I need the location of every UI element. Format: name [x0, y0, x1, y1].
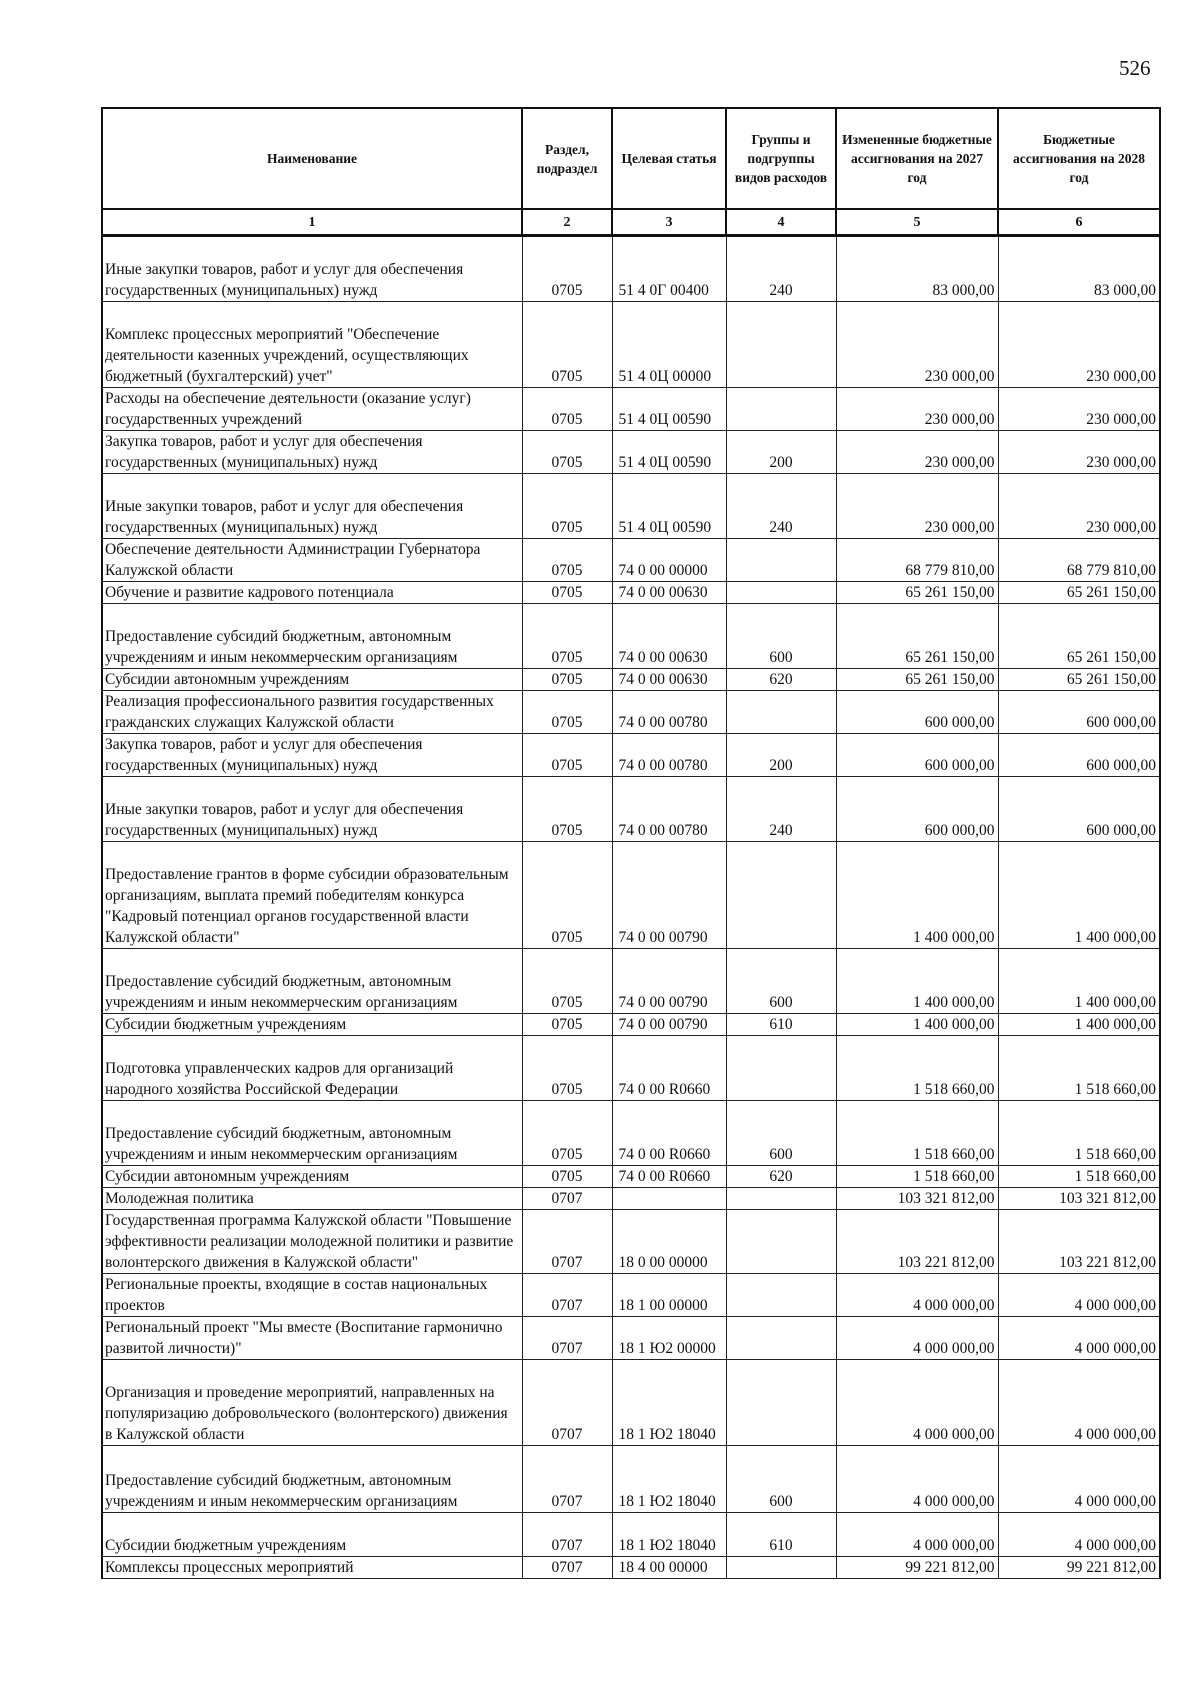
row-name: Организация и проведение мероприятий, направленных на популяризацию добровольческого (волонтерского) движения в Калужской области — [102, 1360, 522, 1446]
row-name: Закупка товаров, работ и услуг для обеспечения государственных (муниципальных) нужд — [102, 431, 522, 474]
row-section: 0707 — [522, 1188, 612, 1210]
row-group — [726, 1317, 836, 1360]
table-row — [102, 734, 1160, 777]
table-row — [102, 1101, 1160, 1166]
row-group — [726, 582, 836, 604]
column-number: 5 — [836, 209, 998, 236]
row-amount-2027: 230 000,00 — [836, 431, 998, 474]
row-name: Иные закупки товаров, работ и услуг для обеспечения государственных (муниципальных) нужд — [102, 474, 522, 539]
row-amount-2028: 230 000,00 — [998, 474, 1160, 539]
row-amount-2027: 230 000,00 — [836, 388, 998, 431]
row-section: 0705 — [522, 1036, 612, 1101]
row-group: 610 — [726, 1014, 836, 1036]
row-section: 0705 — [522, 582, 612, 604]
column-number: 6 — [998, 209, 1160, 236]
row-name: Молодежная политика — [102, 1188, 522, 1210]
row-amount-2028: 4 000 000,00 — [998, 1317, 1160, 1360]
row-group: 600 — [726, 1446, 836, 1513]
row-group: 610 — [726, 1513, 836, 1557]
table-row — [102, 604, 1160, 669]
table-row — [102, 842, 1160, 949]
table-row — [102, 1513, 1160, 1557]
row-amount-2027: 1 518 660,00 — [836, 1036, 998, 1101]
table-row — [102, 1014, 1160, 1036]
row-article: 74 0 00 00790 — [612, 842, 726, 949]
row-section: 0705 — [522, 302, 612, 388]
row-article: 74 0 00 00630 — [612, 669, 726, 691]
row-group: 600 — [726, 949, 836, 1014]
row-group: 240 — [726, 777, 836, 842]
row-amount-2027: 1 400 000,00 — [836, 949, 998, 1014]
row-amount-2027: 65 261 150,00 — [836, 669, 998, 691]
row-amount-2027: 230 000,00 — [836, 302, 998, 388]
row-amount-2027: 83 000,00 — [836, 236, 998, 302]
row-article: 51 4 0Г 00400 — [612, 236, 726, 302]
row-amount-2028: 600 000,00 — [998, 691, 1160, 734]
row-section: 0705 — [522, 431, 612, 474]
row-article: 18 1 00 00000 — [612, 1274, 726, 1317]
row-section: 0707 — [522, 1210, 612, 1274]
row-group: 200 — [726, 431, 836, 474]
row-amount-2028: 600 000,00 — [998, 734, 1160, 777]
table-row — [102, 777, 1160, 842]
row-article: 51 4 0Ц 00000 — [612, 302, 726, 388]
row-name: Субсидии бюджетным учреждениям — [102, 1513, 522, 1557]
row-name: Предоставление субсидий бюджетным, автономным учреждениям и иным некоммерческим организациям — [102, 1101, 522, 1166]
row-section: 0705 — [522, 691, 612, 734]
row-section: 0705 — [522, 1101, 612, 1166]
row-amount-2028: 600 000,00 — [998, 777, 1160, 842]
row-amount-2027: 103 321 812,00 — [836, 1188, 998, 1210]
row-amount-2028: 4 000 000,00 — [998, 1446, 1160, 1513]
row-section: 0705 — [522, 949, 612, 1014]
row-section: 0705 — [522, 604, 612, 669]
row-name: Комплекс процессных мероприятий "Обеспечение деятельности казенных учреждений, осуществляющих бюджетный (бухгалтерский) учет" — [102, 302, 522, 388]
row-name: Предоставление грантов в форме субсидии образовательным организациям, выплата премий победителям конкурса "Кадровый потенциал органов государственной власти Калужской области" — [102, 842, 522, 949]
row-group — [726, 1360, 836, 1446]
row-section: 0705 — [522, 734, 612, 777]
row-name: Расходы на обеспечение деятельности (оказание услуг) государственных учреждений — [102, 388, 522, 431]
row-amount-2028: 68 779 810,00 — [998, 539, 1160, 582]
row-section: 0707 — [522, 1513, 612, 1557]
row-article: 74 0 00 00000 — [612, 539, 726, 582]
column-number: 2 — [522, 209, 612, 236]
header-groups: Группы и подгруппы видов расходов — [726, 108, 836, 209]
row-group — [726, 539, 836, 582]
row-name: Обеспечение деятельности Администрации Губернатора Калужской области — [102, 539, 522, 582]
row-article: 74 0 00 00780 — [612, 734, 726, 777]
row-group: 600 — [726, 604, 836, 669]
row-amount-2027: 4 000 000,00 — [836, 1360, 998, 1446]
row-article: 18 0 00 00000 — [612, 1210, 726, 1274]
table-row — [102, 1274, 1160, 1317]
header-section: Раздел, подраздел — [522, 108, 612, 209]
table-row — [102, 1360, 1160, 1446]
row-article: 51 4 0Ц 00590 — [612, 474, 726, 539]
budget-table — [101, 107, 1161, 1579]
row-group — [726, 302, 836, 388]
row-group — [726, 388, 836, 431]
row-amount-2028: 1 400 000,00 — [998, 949, 1160, 1014]
row-amount-2027: 4 000 000,00 — [836, 1513, 998, 1557]
row-group: 620 — [726, 1166, 836, 1188]
row-group: 240 — [726, 474, 836, 539]
row-amount-2027: 65 261 150,00 — [836, 582, 998, 604]
column-number: 4 — [726, 209, 836, 236]
table-row — [102, 1036, 1160, 1101]
table-row — [102, 1557, 1160, 1579]
row-amount-2027: 65 261 150,00 — [836, 604, 998, 669]
table-header — [102, 108, 1160, 236]
row-article: 74 0 00 00630 — [612, 604, 726, 669]
row-amount-2028: 1 400 000,00 — [998, 842, 1160, 949]
row-amount-2028: 1 400 000,00 — [998, 1014, 1160, 1036]
row-article: 74 0 00 00780 — [612, 777, 726, 842]
row-section: 0707 — [522, 1274, 612, 1317]
row-name: Реализация профессионального развития государственных гражданских служащих Калужской области — [102, 691, 522, 734]
row-amount-2027: 1 400 000,00 — [836, 842, 998, 949]
row-article: 74 0 00 R0660 — [612, 1101, 726, 1166]
row-section: 0705 — [522, 474, 612, 539]
row-article: 18 1 Ю2 18040 — [612, 1513, 726, 1557]
column-number: 3 — [612, 209, 726, 236]
row-section: 0707 — [522, 1557, 612, 1579]
row-amount-2027: 99 221 812,00 — [836, 1557, 998, 1579]
row-section: 0705 — [522, 1014, 612, 1036]
row-section: 0705 — [522, 388, 612, 431]
row-group — [726, 842, 836, 949]
row-amount-2028: 4 000 000,00 — [998, 1513, 1160, 1557]
table-row — [102, 582, 1160, 604]
row-amount-2027: 230 000,00 — [836, 474, 998, 539]
row-section: 0705 — [522, 1166, 612, 1188]
row-section: 0705 — [522, 539, 612, 582]
row-amount-2027: 1 518 660,00 — [836, 1166, 998, 1188]
header-amount-2027: Измененные бюджетные ассигнования на 2027 год — [836, 108, 998, 209]
row-name: Региональные проекты, входящие в состав национальных проектов — [102, 1274, 522, 1317]
row-name: Государственная программа Калужской области "Повышение эффективности реализации молодежной политики и развитие волонтерского движения в Калужской области" — [102, 1210, 522, 1274]
row-article: 18 1 Ю2 00000 — [612, 1317, 726, 1360]
row-section: 0707 — [522, 1446, 612, 1513]
table-row — [102, 236, 1160, 302]
row-article: 18 1 Ю2 18040 — [612, 1446, 726, 1513]
row-amount-2027: 4 000 000,00 — [836, 1317, 998, 1360]
table-row — [102, 691, 1160, 734]
row-article: 51 4 0Ц 00590 — [612, 388, 726, 431]
row-group — [726, 691, 836, 734]
table-row — [102, 302, 1160, 388]
row-amount-2028: 230 000,00 — [998, 431, 1160, 474]
row-group — [726, 1557, 836, 1579]
row-amount-2028: 230 000,00 — [998, 388, 1160, 431]
table-row — [102, 1446, 1160, 1513]
row-article: 74 0 00 00790 — [612, 949, 726, 1014]
table-row — [102, 1317, 1160, 1360]
row-name: Комплексы процессных мероприятий — [102, 1557, 522, 1579]
row-amount-2027: 600 000,00 — [836, 734, 998, 777]
row-name: Субсидии автономным учреждениям — [102, 1166, 522, 1188]
table-row — [102, 1166, 1160, 1188]
table-row — [102, 431, 1160, 474]
row-amount-2028: 1 518 660,00 — [998, 1036, 1160, 1101]
row-amount-2028: 1 518 660,00 — [998, 1166, 1160, 1188]
row-group: 200 — [726, 734, 836, 777]
row-group: 240 — [726, 236, 836, 302]
row-amount-2027: 68 779 810,00 — [836, 539, 998, 582]
row-amount-2028: 83 000,00 — [998, 236, 1160, 302]
row-group — [726, 1274, 836, 1317]
row-name: Предоставление субсидий бюджетным, автономным учреждениям и иным некоммерческим организациям — [102, 1446, 522, 1513]
row-name: Субсидии автономным учреждениям — [102, 669, 522, 691]
row-amount-2028: 65 261 150,00 — [998, 669, 1160, 691]
table-row — [102, 949, 1160, 1014]
row-group: 620 — [726, 669, 836, 691]
row-amount-2028: 4 000 000,00 — [998, 1274, 1160, 1317]
row-article: 74 0 00 00630 — [612, 582, 726, 604]
row-amount-2028: 65 261 150,00 — [998, 582, 1160, 604]
table-row — [102, 474, 1160, 539]
row-amount-2027: 600 000,00 — [836, 777, 998, 842]
column-number: 1 — [102, 209, 522, 236]
row-article: 74 0 00 R0660 — [612, 1166, 726, 1188]
row-amount-2028: 4 000 000,00 — [998, 1360, 1160, 1446]
row-name: Иные закупки товаров, работ и услуг для обеспечения государственных (муниципальных) нужд — [102, 236, 522, 302]
header-article: Целевая статья — [612, 108, 726, 209]
row-name: Подготовка управленческих кадров для организаций народного хозяйства Российской Федерации — [102, 1036, 522, 1101]
row-section: 0705 — [522, 842, 612, 949]
row-section: 0707 — [522, 1360, 612, 1446]
row-amount-2027: 103 221 812,00 — [836, 1210, 998, 1274]
row-article: 74 0 00 R0660 — [612, 1036, 726, 1101]
row-amount-2028: 103 321 812,00 — [998, 1188, 1160, 1210]
table-row — [102, 669, 1160, 691]
row-name: Иные закупки товаров, работ и услуг для обеспечения государственных (муниципальных) нужд — [102, 777, 522, 842]
row-article: 18 1 Ю2 18040 — [612, 1360, 726, 1446]
table-row — [102, 1188, 1160, 1210]
row-section: 0705 — [522, 777, 612, 842]
row-amount-2028: 230 000,00 — [998, 302, 1160, 388]
row-name: Закупка товаров, работ и услуг для обеспечения государственных (муниципальных) нужд — [102, 734, 522, 777]
table-body — [102, 236, 1160, 1579]
row-amount-2027: 4 000 000,00 — [836, 1274, 998, 1317]
row-amount-2027: 600 000,00 — [836, 691, 998, 734]
row-article — [612, 1188, 726, 1210]
row-section: 0705 — [522, 669, 612, 691]
row-amount-2027: 4 000 000,00 — [836, 1446, 998, 1513]
row-article: 18 4 00 00000 — [612, 1557, 726, 1579]
row-amount-2027: 1 400 000,00 — [836, 1014, 998, 1036]
page-number: 526 — [1119, 56, 1151, 80]
row-name: Предоставление субсидий бюджетным, автономным учреждениям и иным некоммерческим организациям — [102, 604, 522, 669]
row-article: 74 0 00 00790 — [612, 1014, 726, 1036]
header-name: Наименование — [102, 108, 522, 209]
row-group — [726, 1188, 836, 1210]
row-group — [726, 1210, 836, 1274]
row-amount-2028: 103 221 812,00 — [998, 1210, 1160, 1274]
row-name: Обучение и развитие кадрового потенциала — [102, 582, 522, 604]
row-amount-2028: 65 261 150,00 — [998, 604, 1160, 669]
row-article: 74 0 00 00780 — [612, 691, 726, 734]
header-amount-2028: Бюджетные ассигнования на 2028 год — [998, 108, 1160, 209]
table-row — [102, 539, 1160, 582]
table-row — [102, 388, 1160, 431]
row-amount-2028: 1 518 660,00 — [998, 1101, 1160, 1166]
row-name: Региональный проект "Мы вместе (Воспитание гармонично развитой личности)" — [102, 1317, 522, 1360]
row-amount-2027: 1 518 660,00 — [836, 1101, 998, 1166]
row-group — [726, 1036, 836, 1101]
table-row — [102, 1210, 1160, 1274]
row-section: 0707 — [522, 1317, 612, 1360]
row-article: 51 4 0Ц 00590 — [612, 431, 726, 474]
row-name: Предоставление субсидий бюджетным, автономным учреждениям и иным некоммерческим организациям — [102, 949, 522, 1014]
row-amount-2028: 99 221 812,00 — [998, 1557, 1160, 1579]
row-name: Субсидии бюджетным учреждениям — [102, 1014, 522, 1036]
row-section: 0705 — [522, 236, 612, 302]
row-group: 600 — [726, 1101, 836, 1166]
